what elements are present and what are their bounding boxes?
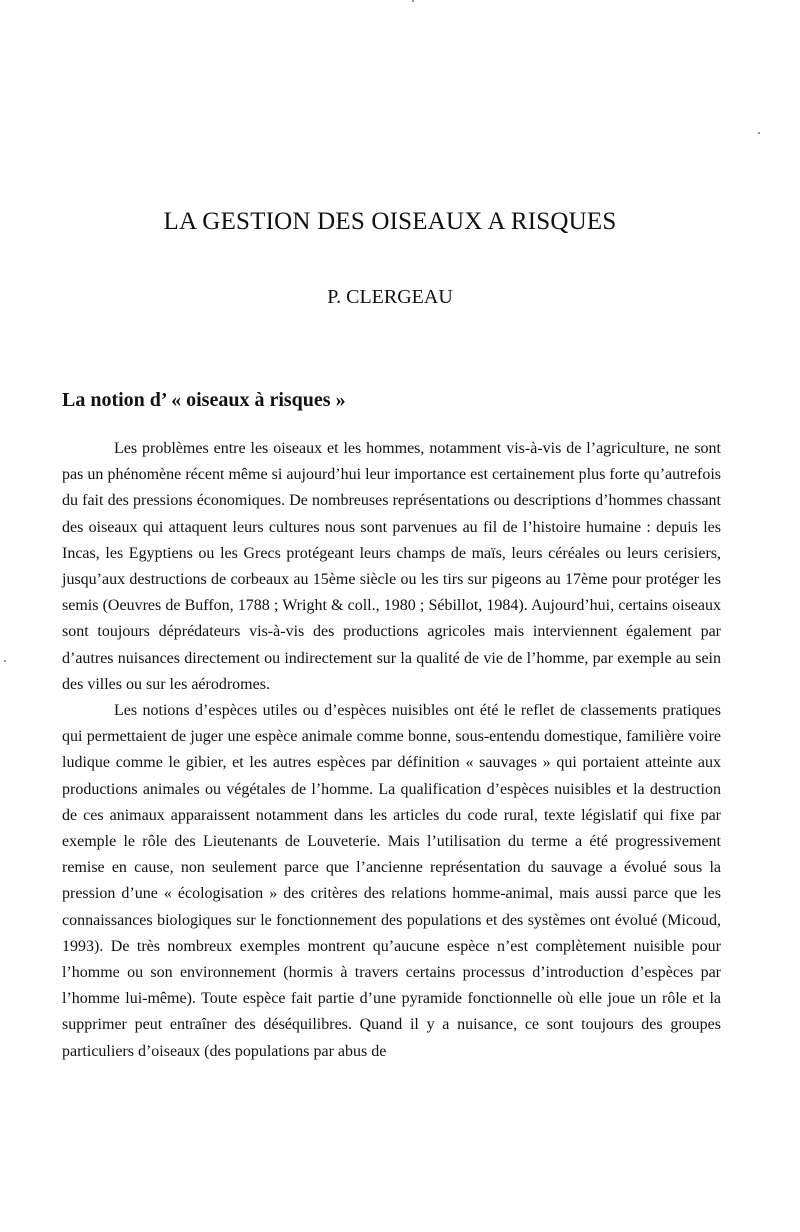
scan-speck — [758, 132, 760, 134]
document-title: LA GESTION DES OISEAUX A RISQUES — [163, 208, 617, 235]
paragraph: Les notions d’espèces utiles ou d’espèces nuisibles ont été le reflet de classements pratiques qui permettaient de juger une espèce animale comme bonne, sous-entendu domestique, familière voire ludique comme le gibier, et les autres espèces par définition « sauvages » qui portaient atteinte aux productions animales ou végétales de l’homme. La qualification d’espèces nuisibles et la destruction de ces animaux apparaissent notamment dans les articles du code rural, texte législatif qui fixe par exemple le rôle des Lieutenants de Louveterie. Mais l’utilisation du terme a été progressivement remise en cause, non seulement parce que l’ancienne représentation du sauvage a évolué sous la pression d’une « écologisation » des critères des relations homme-animal, mais aussi parce que les connaissances biologiques sur le fonctionnement des populations et des systèmes ont évolué (Micoud, 1993). De très nombreux exemples montrent qu’aucune espèce n’est complètement nuisible pour l’homme ou son environnement (hormis à travers certains processus d’introduction d’espèces par l’homme lui-même). Toute espèce fait partie d’une pyramide fonctionnelle où elle joue un rôle et la supprimer peut entraîner des déséquilibres. Quand il y a nuisance, ce sont toujours des groupes particuliers d’oiseaux (des populations par abus de — [62, 702, 721, 1060]
body-text — [62, 436, 721, 1065]
author-text: P. CLERGEAU — [327, 286, 453, 308]
section-heading: La notion d’ « oiseaux à risques » — [62, 389, 346, 411]
author-name — [0, 286, 780, 309]
paragraph: Les problèmes entre les oiseaux et les hommes, notamment vis-à-vis de l’agriculture, ne sont pas un phénomène récent même si aujourd’hui leur importance est certainement plus forte qu’autrefois du fait des pressions économiques. De nombreuses représentations ou descriptions d’hommes chassant des oiseaux qui attaquent leurs cultures nous sont parvenues au fil de l’histoire humaine : depuis les Incas, les Egyptiens ou les Grecs protégeant leurs champs de maïs, leurs céréales ou leurs cerisiers, jusqu’aux destructions de corbeaux au 15ème siècle ou les tirs sur pigeons au 17ème pour protéger les semis (Oeuvres de Buffon, 1788 ; Wright & coll., 1980 ; Sébillot, 1984). Aujourd’hui, certains oiseaux sont toujours déprédateurs vis-à-vis des productions agricoles mais interviennent également par d’autres nuisances directement ou indirectement sur la qualité de vie de l’homme, par exemple au sein des villes ou sur les aérodromes. — [62, 440, 721, 693]
scan-speck — [412, 0, 414, 2]
scan-speck — [4, 660, 6, 662]
